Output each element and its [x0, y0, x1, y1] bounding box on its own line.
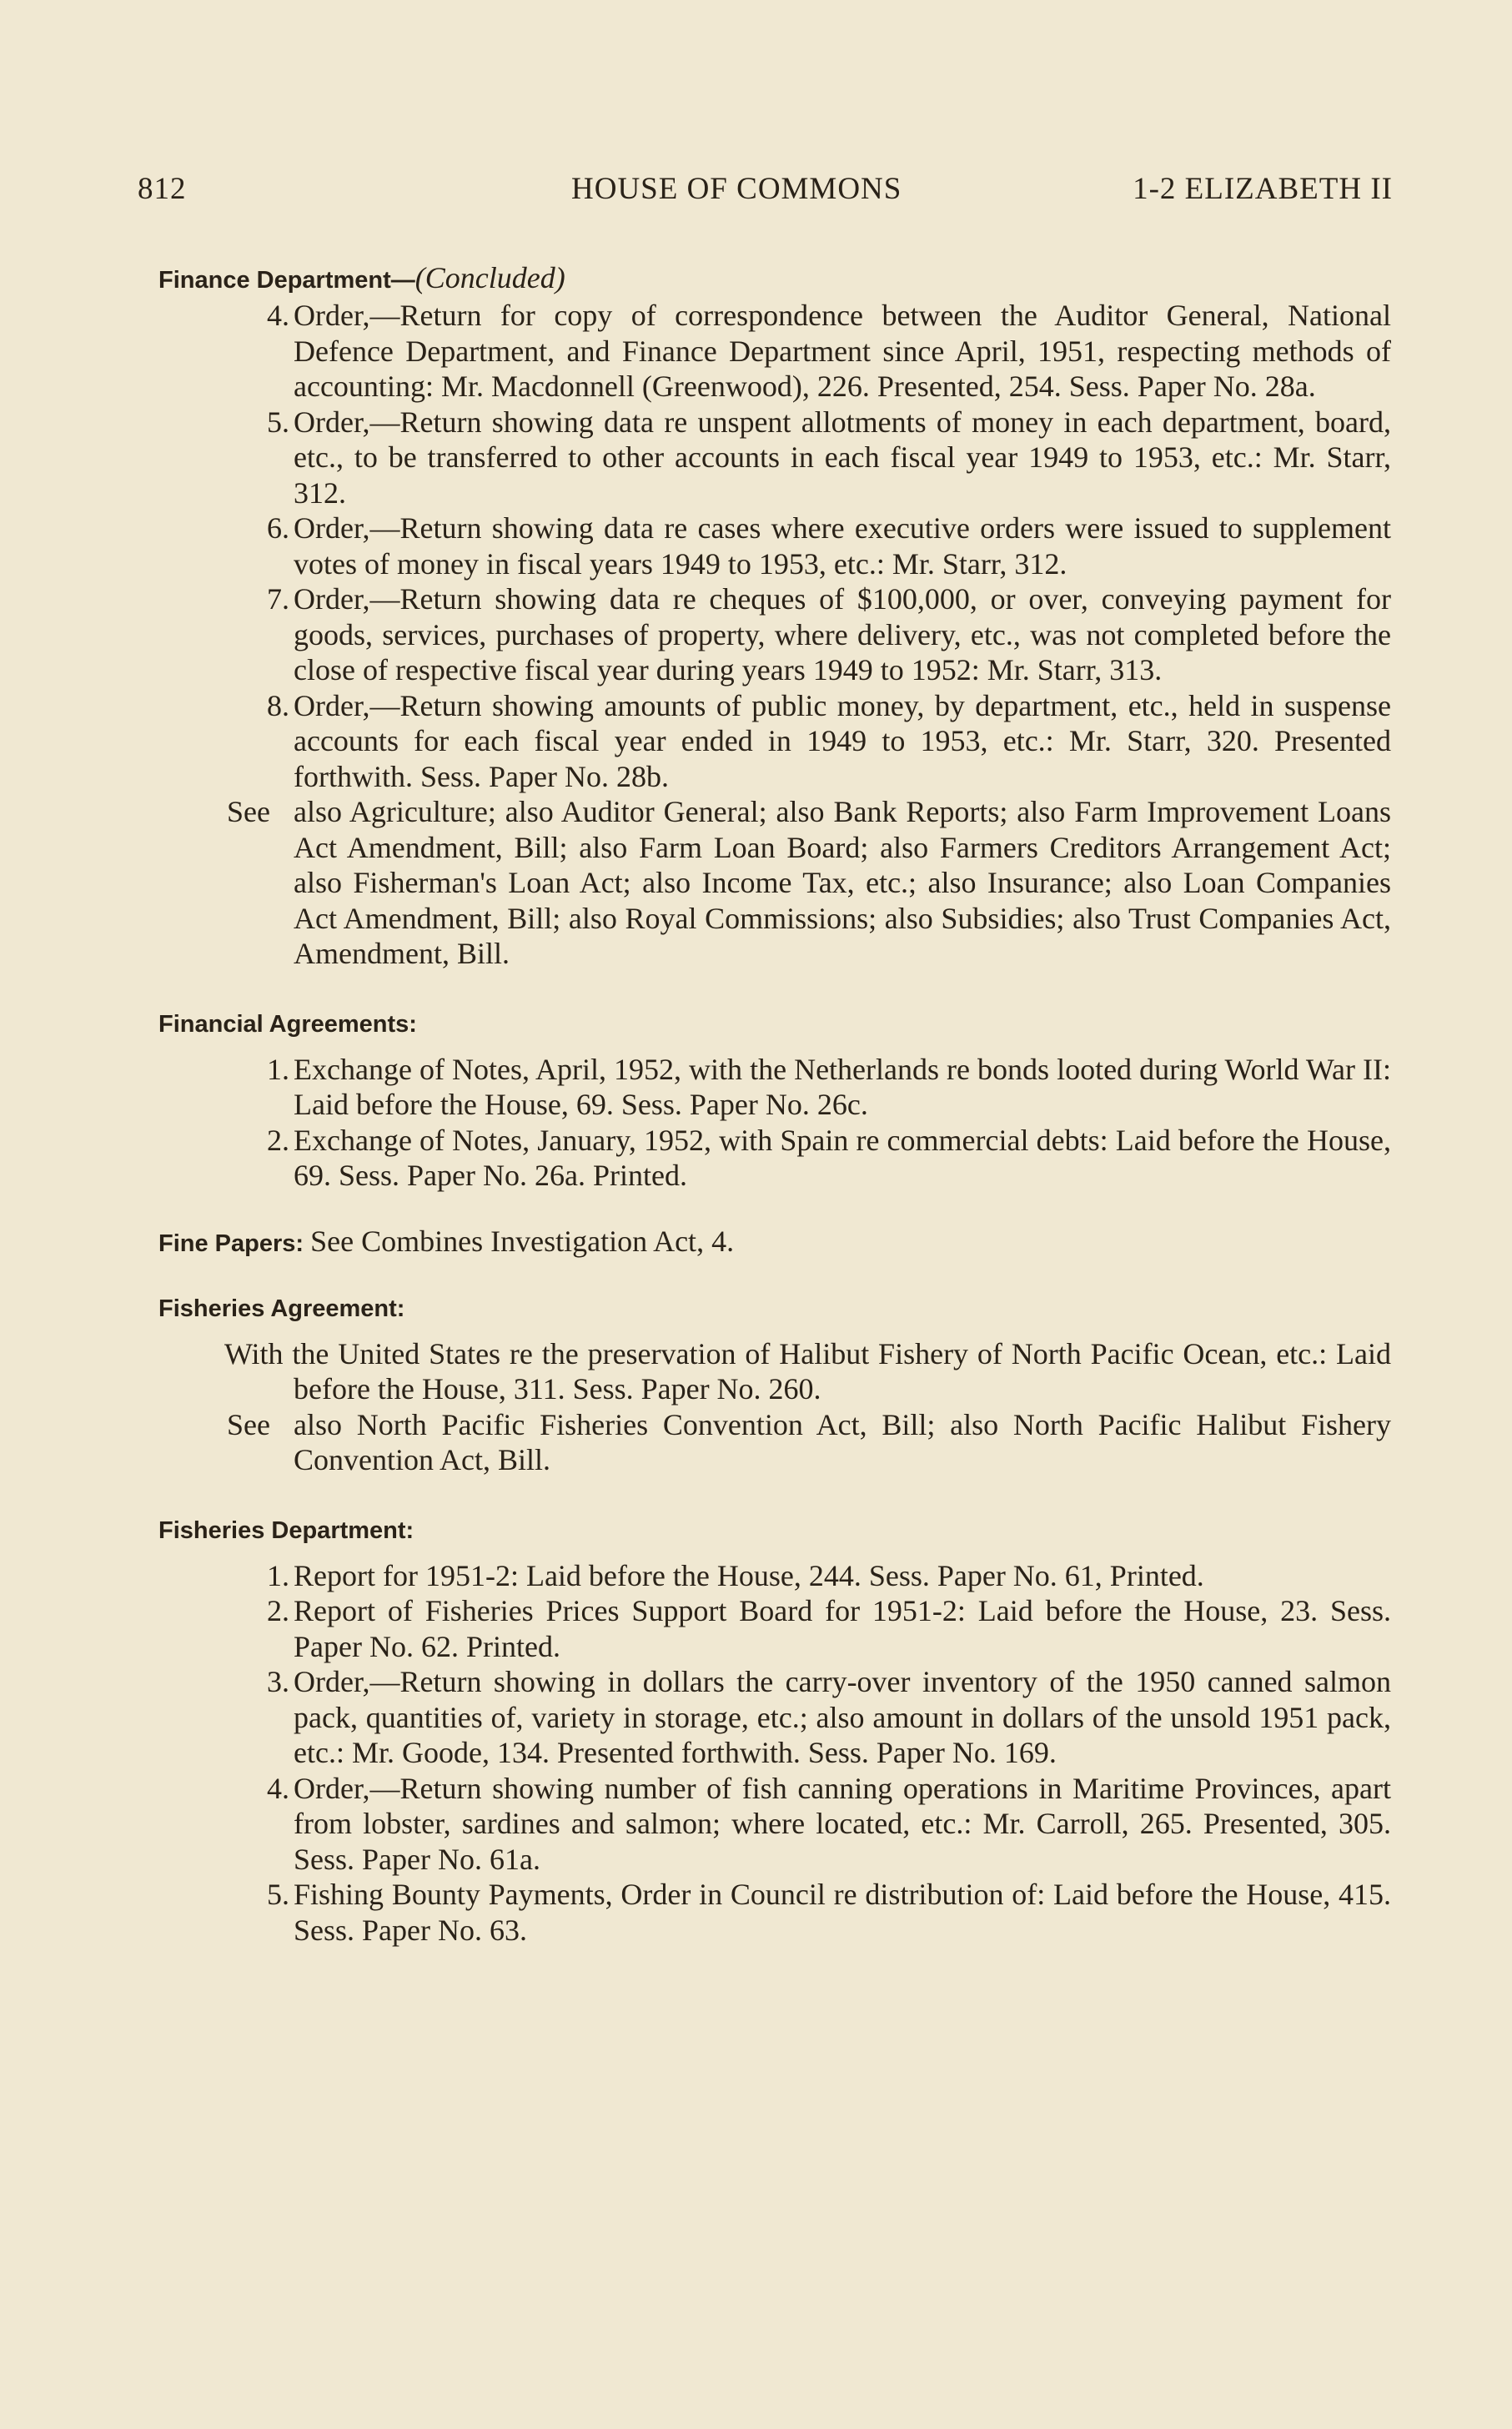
section-heading: Finance Department—(Concluded)	[158, 261, 565, 294]
see-also-reference: See also North Pacific Fisheries Convention Act, Bill; also North Pacific Halibut Fishery Convention Act, Bill.	[227, 1407, 1391, 1476]
list-item: 5. Fishing Bounty Payments, Order in Council re distribution of: Laid before the House, 415. Sess. Paper No. 63.	[267, 1878, 1391, 1947]
list-item: 8. Order,—Return showing amounts of public money, by department, etc., held in suspense accounts for each fiscal year ended in 1949 to 1953, etc.: Mr. Starr, 320. Presented forthwith. Sess. Paper No. 28b.	[267, 688, 1391, 793]
index-body	[158, 260, 1391, 1948]
list-item: 7. Order,—Return showing data re cheques of $100,000, or over, conveying payment for goods, services, purchases of property, where delivery, etc., was not completed before the close of respective fiscal year during years 1949 to 1952: Mr. Starr, 313.	[267, 582, 1391, 686]
list-item: 2. Report of Fisheries Prices Support Board for 1951-2: Laid before the House, 23. Sess. Paper No. 62. Printed.	[267, 1594, 1391, 1663]
page-number: 812	[138, 172, 187, 206]
list-item: 3. Order,—Return showing in dollars the carry-over inventory of the 1950 canned salmon pack, quantities of, variety in storage, etc.; also amount in dollars of the unsold 1951 pack, etc.: Mr. Goode, 134. Presented forthwith. Sess. Paper No. 169.	[267, 1665, 1391, 1769]
list-item: 5. Order,—Return showing data re unspent allotments of money in each department, board, etc., to be transferred to other accounts in each fiscal year 1949 to 1953, etc.: Mr. Starr, 312.	[267, 405, 1391, 510]
section-heading: Fine Papers: See Combines Investigation Act, 4.	[158, 1224, 735, 1258]
section-heading: Fisheries Department:	[158, 1516, 414, 1544]
list-item: 2. Exchange of Notes, January, 1952, with Spain re commercial debts: Laid before the House, 69. Sess. Paper No. 26a. Printed.	[267, 1123, 1391, 1192]
paragraph: With the United States re the preservation of Halibut Fishery of North Pacific Ocean, etc.: Laid before the House, 311. Sess. Paper No. 260.	[224, 1336, 1391, 1406]
list-item: 4. Order,—Return for copy of correspondence between the Auditor General, National Defence Department, and Finance Department since April, 1951, respecting methods of accounting: Mr. Macdonnell (Greenwood), 226. Presented, 254. Sess. Paper No. 28a.	[267, 299, 1391, 403]
list-item: 1. Exchange of Notes, April, 1952, with the Netherlands re bonds looted during World War II: Laid before the House, 69. Sess. Paper No. 26c.	[267, 1052, 1391, 1121]
section-heading: Fisheries Agreement:	[158, 1295, 405, 1322]
list-item: 4. Order,—Return showing number of fish canning operations in Maritime Provinces, apart from lobster, sardines and salmon; where located, etc.: Mr. Carroll, 265. Presented, 305. Sess. Paper No. 61a.	[267, 1771, 1391, 1876]
list-item: 6. Order,—Return showing data re cases where executive orders were issued to supplement votes of money in fiscal years 1949 to 1953, etc.: Mr. Starr, 312.	[267, 511, 1391, 581]
list-item: 1. Report for 1951-2: Laid before the House, 244. Sess. Paper No. 61, Printed.	[267, 1558, 1204, 1592]
section-heading: Financial Agreements:	[158, 1010, 417, 1038]
running-head	[138, 171, 1393, 213]
journal-title: HOUSE OF COMMONS	[571, 172, 902, 206]
regnal-years: 1-2 ELIZABETH II	[1133, 172, 1393, 206]
see-also-reference: See also Agriculture; also Auditor General; also Bank Reports; also Farm Improvement Loans Act Amendment, Bill; also Farm Loan Board; also Farmers Creditors Arrangement Act; also Fisherman's Loan Act; also Income Tax, etc.; also Insurance; also Loan Companies Act Amendment, Bill; also Royal Commissions; also Subsidies; also Trust Companies Act, Amendment, Bill.	[227, 795, 1391, 970]
